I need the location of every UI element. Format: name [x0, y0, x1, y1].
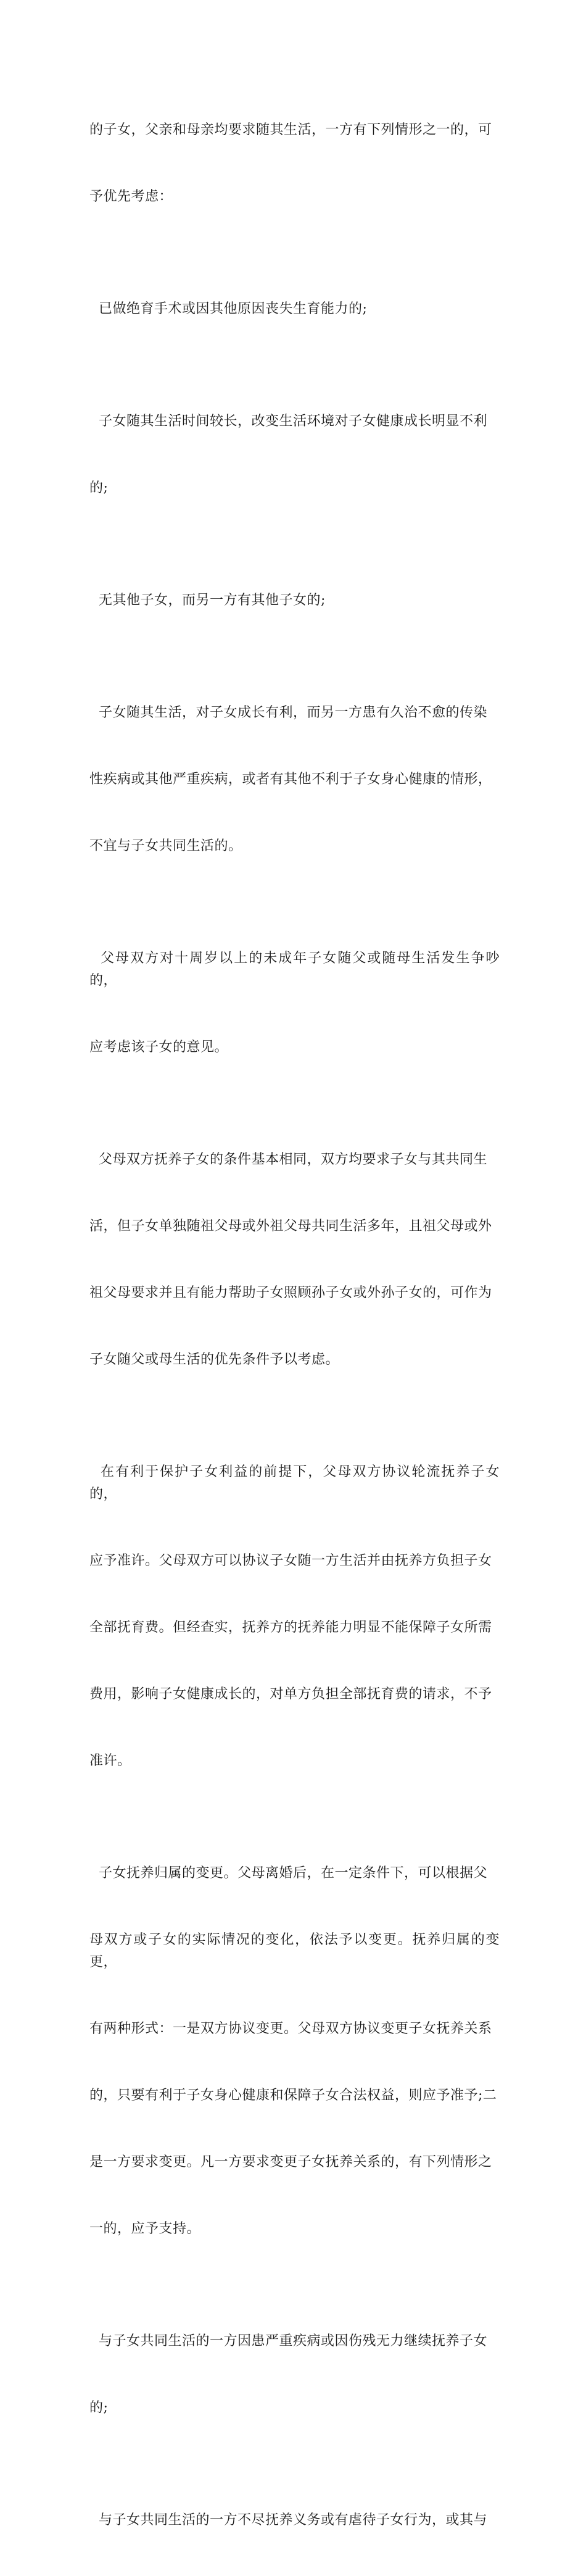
text-line: 全部抚育费。但经查实，抚养方的抚养能力明显不能保障子女所需: [89, 1620, 492, 1635]
paragraph: [89, 545, 500, 656]
text-line: 子女随其生活时间较长，改变生活环境对子女健康成长明显不利: [89, 414, 488, 429]
text-line: 有两种形式：一是双方协议变更。父母双方协议变更子女抚养关系: [89, 2021, 492, 2036]
text-line: 已做绝育手术或因其他原因丧失生育能力的;: [89, 301, 368, 317]
text-line: 活，但子女单独随祖父母或外祖父母共同生活多年，且祖父母或外: [89, 1219, 492, 1234]
text-line: 性疾病或其他严重疾病，或者有其他不利于子女身心健康的情形，: [89, 772, 492, 787]
text-line: 无其他子女，而另一方有其他子女的;: [89, 593, 326, 608]
text-line: 的，只要有利于子女身心健康和保障子女合法权益，则应予准予;二: [89, 2088, 497, 2103]
paragraph: [89, 1818, 500, 2285]
text-line: 父母双方对十周岁以上的未成年子女随父或随母生活发生争吵的，: [89, 951, 500, 988]
paragraph: [89, 657, 500, 902]
text-line: 父母双方抚养子女的条件基本相同，双方均要求子女与其共同生: [89, 1152, 488, 1167]
text-line: 应考虑该子女的意见。: [89, 1040, 229, 1055]
text-line: 是一方要求变更。凡一方要求变更子女抚养关系的，有下列情形之: [89, 2154, 492, 2170]
paragraph: [89, 1104, 500, 1415]
document-body: [89, 75, 500, 2576]
text-line: 费用，影响子女健康成长的，对单方负担全部抚育费的请求，不予: [89, 1686, 492, 1702]
paragraph: [89, 366, 500, 544]
paragraph: [89, 75, 500, 252]
text-line: 的;: [89, 2400, 109, 2416]
text-line: 与子女共同生活的一方不尽抚养义务或有虐待子女行为，或其与: [89, 2512, 488, 2528]
text-line: 不宜与子女共同生活的。: [89, 838, 242, 854]
text-line: 子女随其生活，对子女成长有利，而另一方患有久治不愈的传染: [89, 705, 488, 720]
text-line: 的;: [89, 480, 109, 496]
text-line: 子女抚养归属的变更。父母离婚后，在一定条件下，可以根据父: [89, 1865, 488, 1881]
text-line: 在有利于保护子女利益的前提下，父母双方协议轮流抚养子女的，: [89, 1464, 500, 1502]
paragraph: [89, 2465, 500, 2576]
text-line: 祖父母要求并且有能力帮助子女照顾孙子女或外孙子女的，可作为: [89, 1285, 492, 1301]
text-line: 子女随父或母生活的优先条件予以考虑。: [89, 1352, 340, 1367]
text-line: 母双方或子女的实际情况的变化，依法予以变更。抚养归属的变更，: [89, 1932, 500, 1970]
text-line: 与子女共同生活的一方因患严重疾病或因伤残无力继续抚养子女: [89, 2333, 488, 2349]
text-line: 一的，应予支持。: [89, 2221, 201, 2236]
paragraph: [89, 1417, 500, 1817]
text-line: 予优先考虑：: [89, 189, 173, 204]
paragraph: [89, 254, 500, 365]
text-line: 准许。: [89, 1753, 131, 1769]
text-line: 的子女，父亲和母亲均要求随其生活，一方有下列情形之一的，可: [89, 122, 492, 138]
paragraph: [89, 2286, 500, 2464]
text-line: 应予准许。父母双方可以协议子女随一方生活并由抚养方负担子女: [89, 1553, 492, 1569]
paragraph: [89, 903, 500, 1103]
